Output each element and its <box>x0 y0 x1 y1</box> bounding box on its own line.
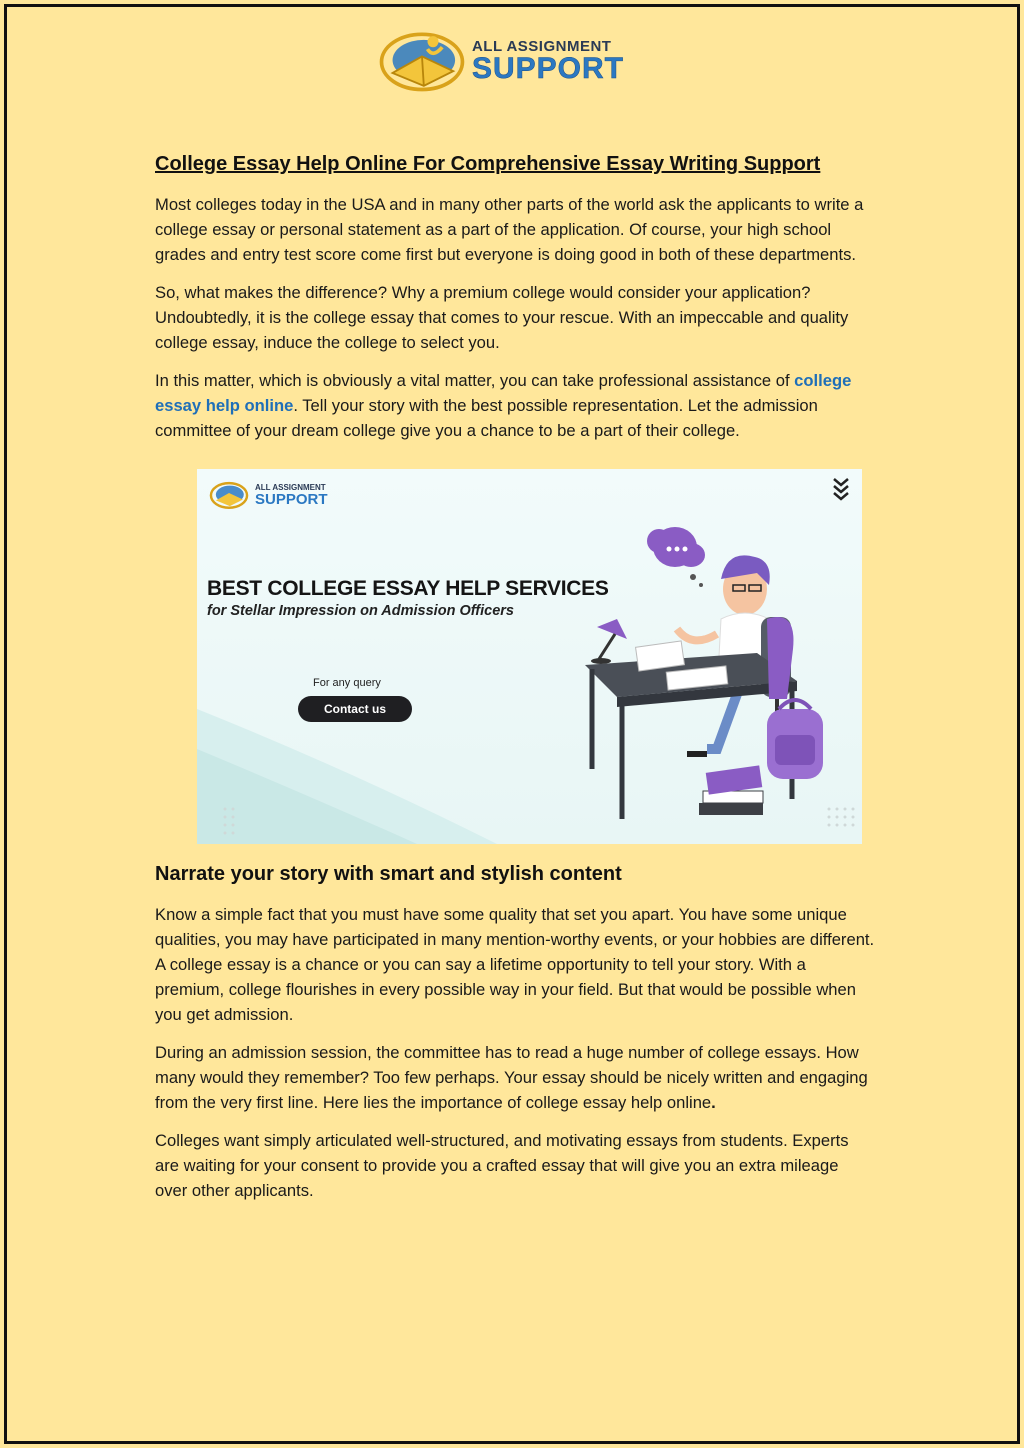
thought-cloud-icon <box>647 527 705 587</box>
section-subtitle: Narrate your story with smart and stylish content <box>155 863 622 885</box>
banner-logo-line-1: ALL ASSIGNMENT <box>255 482 326 492</box>
contact-us-button[interactable]: Contact us <box>298 696 412 722</box>
banner-query-label: For any query <box>313 677 381 689</box>
paragraph-3-start: In this matter, which is obviously a vital matter, you can take professional assistance of <box>155 371 795 390</box>
book-globe-logo-icon <box>376 22 468 100</box>
banner-subheadline: for Stellar Impression on Admission Officers <box>207 603 514 619</box>
banner-logo-line-2: SUPPORT <box>255 490 328 508</box>
chevron-down-icon <box>832 477 850 503</box>
desk-lamp-icon <box>591 619 627 664</box>
desk-icon <box>585 641 797 819</box>
logo-line-2: SUPPORT <box>471 51 624 85</box>
paragraph-2: So, what makes the difference? Why a premium college would consider your application? Undoubtedly, it is the college essay that comes to your rescue. With an impeccable and quality college essay, induce the college to select you. <box>155 283 849 352</box>
stacked-books-icon <box>699 765 763 815</box>
paragraph-4: Know a simple fact that you must have some quality that set you apart. You have some unique qualities, you may have participated in many mention-worthy events, or your hobbies are different. A college essay is a chance or you can say a lifetime opportunity to tell your story. With a premium, college flourishes in every possible way in your field. But that would be possible when you get admission. <box>155 905 875 1024</box>
banner-headline: BEST COLLEGE ESSAY HELP SERVICES <box>207 577 609 600</box>
paragraph-5-period: . <box>711 1093 716 1112</box>
promo-banner[interactable] <box>197 469 862 844</box>
paragraph-5 <box>155 1040 875 1115</box>
paragraph-3 <box>155 368 875 443</box>
site-logo[interactable] <box>376 22 624 100</box>
paragraph-6: Colleges want simply articulated well-structured, and motivating essays from students. Experts are waiting for your consent to provide you a crafted essay that will give you an extra mileage over other applicants. <box>155 1131 849 1200</box>
college-essay-help-link[interactable]: college essay help online <box>155 371 852 415</box>
article-body <box>155 150 875 1216</box>
banner-illustration <box>197 469 862 844</box>
backpack-icon <box>767 700 823 779</box>
banner-logo <box>207 479 328 511</box>
banner-logo-icon <box>207 479 251 511</box>
logo-line-1: ALL ASSIGNMENT <box>471 37 612 55</box>
paragraph-1: Most colleges today in the USA and in many other parts of the world ask the applicants to write a college essay or personal statement as a part of the application. Of course, your high school grades and entry test score come first but everyone is doing good in both of these departments. <box>155 195 864 264</box>
paragraph-5-text: During an admission session, the committee has to read a huge number of college essays. How many would they remember? Too few perhaps. Your essay should be nicely written and engaging from the very first line. Here lies the importance of college essay help online <box>155 1043 868 1112</box>
paragraph-3-end: . Tell your story with the best possible representation. Let the admission committee of your dream college give you a chance to be a part of their college. <box>155 396 818 440</box>
article-title: College Essay Help Online For Comprehensive Essay Writing Support <box>155 153 821 175</box>
